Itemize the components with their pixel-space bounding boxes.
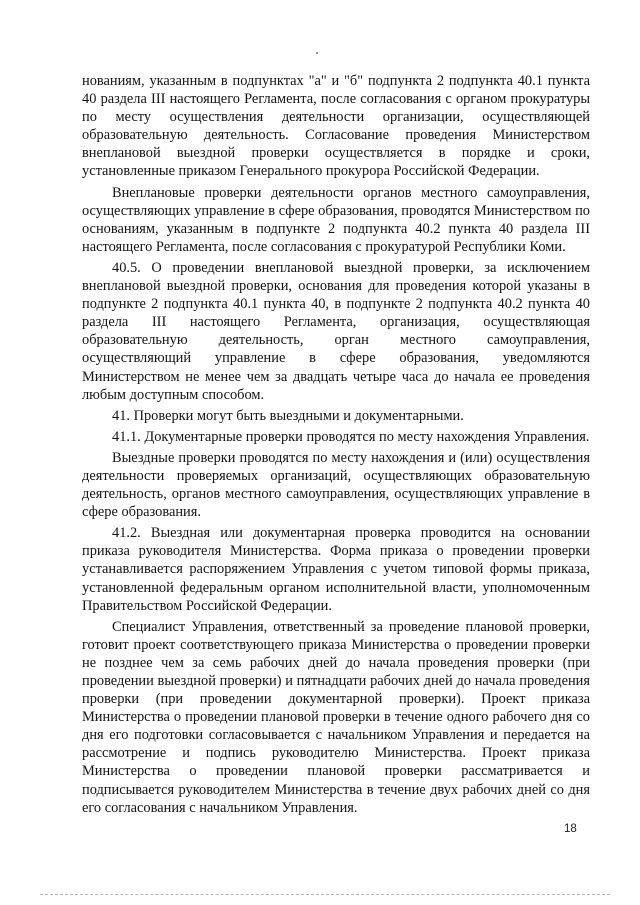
paragraph-continuation: нованиям, указанным в подпунктах "а" и "б" подпункта 2 подпункта 40.1 пункта 40 раздела III настоящего Регламента, после согласования с органом прокуратуры по месту осуществления деятельности организации, осуществляющей образовательную деятельность. Согласование проведения Министерством внеплановой выездной проверки осуществляется в порядке и сроки, установленные приказом Генерального прокурора Российской Федерации. xyxy=(82,73,590,180)
scan-artifact-dot xyxy=(316,52,318,54)
scan-artifact-edge xyxy=(40,894,610,896)
paragraph-41-1: 41.1. Документарные проверки проводятся по месту нахождения Управления. xyxy=(112,428,590,445)
document-body xyxy=(82,72,590,820)
paragraph-specialist-order: Специалист Управления, ответственный за проведение плановой проверки, готовит проект соответствующего приказа Министерства о проведении проверки не позднее чем за семь рабочих дней до начала проведения проверки (при проведении выездной проверки) и пятнадцати рабочих дней до начала проведения проверки (при проведении документарной проверки). Проект приказа Министерства о проведении плановой проверки в течение одного рабочего дня со дня его подготовки согласовывается с начальником Управления и передается на рассмотрение и подпись руководителю Министерства. Проект приказа Министерства о проведении плановой проверки рассматривается и подписывается руководителем Министерства в течение двух рабочих дней со дня его согласования с начальником Управления. xyxy=(82,618,590,816)
paragraph-41: 41. Проверки могут быть выездными и документарными. xyxy=(112,407,464,424)
paragraph-40-5: 40.5. О проведении внеплановой выездной проверки, за исключением внеплановой выездной проверки, основания для проведения которой указаны в подпункте 2 подпункта 40.1 пункта 40, в подпункте 2 подпункта 40.2 пункта 40 раздела III настоящего Регламента, организация, осуществляющая образовательную деятельность, орган местного самоуправления, осуществляющий управление в сфере образования, уведомляются Министерством не менее чем за двадцать четыре часа до начала ее проведения любым доступным способом. xyxy=(82,259,590,403)
page-number: 18 xyxy=(564,823,577,835)
paragraph-41-2: 41.2. Выездная или документарная проверка проводится на основании приказа руководителя Министерства. Форма приказа о проведении проверки устанавливается распоряжением Управления с учетом типовой формы приказа, установленной федеральным органом исполнительной власти, уполномоченным Правительством Российской Федерации. xyxy=(82,525,590,614)
paragraph-unscheduled-inspections-municipal: Внеплановые проверки деятельности органов местного самоуправления, осуществляющих управление в сфере образования, проводятся Министерством по основаниям, указанным в подпункте 2 подпункта 40.2 пункта 40 раздела III настоящего Регламента, после согласования с прокуратурой Республики Коми. xyxy=(82,184,590,255)
paragraph-onsite-inspections: Выездные проверки проводятся по месту нахождения и (или) осуществления деятельности проверяемых организаций, осуществляющих образовательную деятельность, органов местного самоуправления, осуществляющих управление в сфере образования. xyxy=(82,449,590,521)
